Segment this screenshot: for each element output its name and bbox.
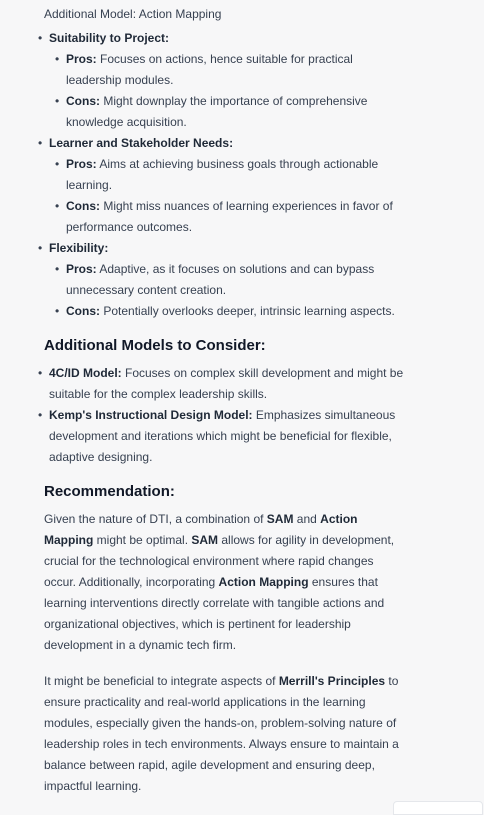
bold-run: Action Mapping bbox=[218, 575, 309, 589]
action-mapping-list bbox=[44, 28, 406, 322]
cons-label: Cons: bbox=[66, 94, 100, 108]
bold-run: SAM bbox=[266, 512, 294, 526]
pros-label: Pros: bbox=[66, 157, 97, 171]
pros-text: Aims at achieving business goals through actionable learning. bbox=[66, 157, 379, 192]
list-item bbox=[44, 363, 406, 405]
suitability-heading: Suitability to Project: bbox=[49, 31, 170, 45]
learner-heading: Learner and Stakeholder Needs: bbox=[49, 136, 234, 150]
model-text: Emphasizes simultaneous development and iterations which might be beneficial for flexible, adaptive designing. bbox=[49, 408, 396, 464]
text-run: to ensure practicality and real-world applications in the learning modules, especially given the hands-on, problem-solving nature of leadership roles in tech environments. Always ensure to maintain a balance between rapid, agile development and ensuring deep, impactful learning. bbox=[44, 674, 399, 793]
recommendation-paragraph-1 bbox=[44, 509, 406, 656]
pros-text: Adaptive, as it focuses on solutions and can bypass unnecessary content creation. bbox=[66, 262, 375, 297]
bold-run: Action Mapping bbox=[44, 512, 358, 547]
list-item bbox=[61, 301, 406, 322]
bold-run: SAM bbox=[191, 533, 219, 547]
recommendation-heading: Recommendation: bbox=[44, 483, 175, 500]
cons-label: Cons: bbox=[66, 199, 100, 213]
intro-line: Additional Model: Action Mapping bbox=[44, 7, 222, 21]
cons-text: Might miss nuances of learning experiences in favor of performance outcomes. bbox=[66, 199, 393, 234]
list-item bbox=[44, 238, 406, 322]
model-label: Kemp's Instructional Design Model: bbox=[49, 408, 253, 422]
text-run: ensures that learning interventions directly correlate with tangible actions and organizational objectives, which is pertinent for leadership development in a dynamic tech firm. bbox=[44, 575, 385, 652]
list-item bbox=[44, 405, 406, 468]
text-run: might be optimal. bbox=[93, 533, 192, 547]
list-item bbox=[61, 259, 406, 301]
list-item bbox=[61, 154, 406, 196]
cons-text: Potentially overlooks deeper, intrinsic learning aspects. bbox=[100, 304, 395, 318]
bold-run: Merrill's Principles bbox=[278, 674, 386, 688]
pros-label: Pros: bbox=[66, 262, 97, 276]
model-text: Focuses on complex skill development and might be suitable for the complex leadership skills. bbox=[49, 366, 404, 401]
chat-message-content bbox=[44, 4, 406, 812]
suitability-sublist bbox=[61, 49, 406, 133]
list-item bbox=[44, 28, 406, 133]
cons-label: Cons: bbox=[66, 304, 100, 318]
learner-sublist bbox=[61, 154, 406, 238]
list-item bbox=[61, 91, 406, 133]
model-label: 4C/ID Model: bbox=[49, 366, 122, 380]
pros-text: Focuses on actions, hence suitable for practical leadership modules. bbox=[66, 52, 353, 87]
text-run: and bbox=[293, 512, 321, 526]
text-run: Given the nature of DTI, a combination of bbox=[44, 512, 267, 526]
text-run: It might be beneficial to integrate aspects of bbox=[44, 674, 279, 688]
flexibility-heading: Flexibility: bbox=[49, 241, 109, 255]
flexibility-sublist bbox=[61, 259, 406, 322]
list-item bbox=[44, 133, 406, 238]
cons-text: Might downplay the importance of comprehensive knowledge acquisition. bbox=[66, 94, 368, 129]
scroll-to-bottom-button[interactable] bbox=[393, 801, 483, 815]
list-item bbox=[61, 49, 406, 91]
recommendation-paragraph-2 bbox=[44, 671, 406, 797]
additional-models-heading: Additional Models to Consider: bbox=[44, 337, 266, 354]
list-item bbox=[61, 196, 406, 238]
text-run: allows for agility in development, crucial for the technological environment where rapid changes occur. Additionally, incorporating bbox=[44, 533, 395, 589]
additional-models-list bbox=[44, 363, 406, 468]
pros-label: Pros: bbox=[66, 52, 97, 66]
